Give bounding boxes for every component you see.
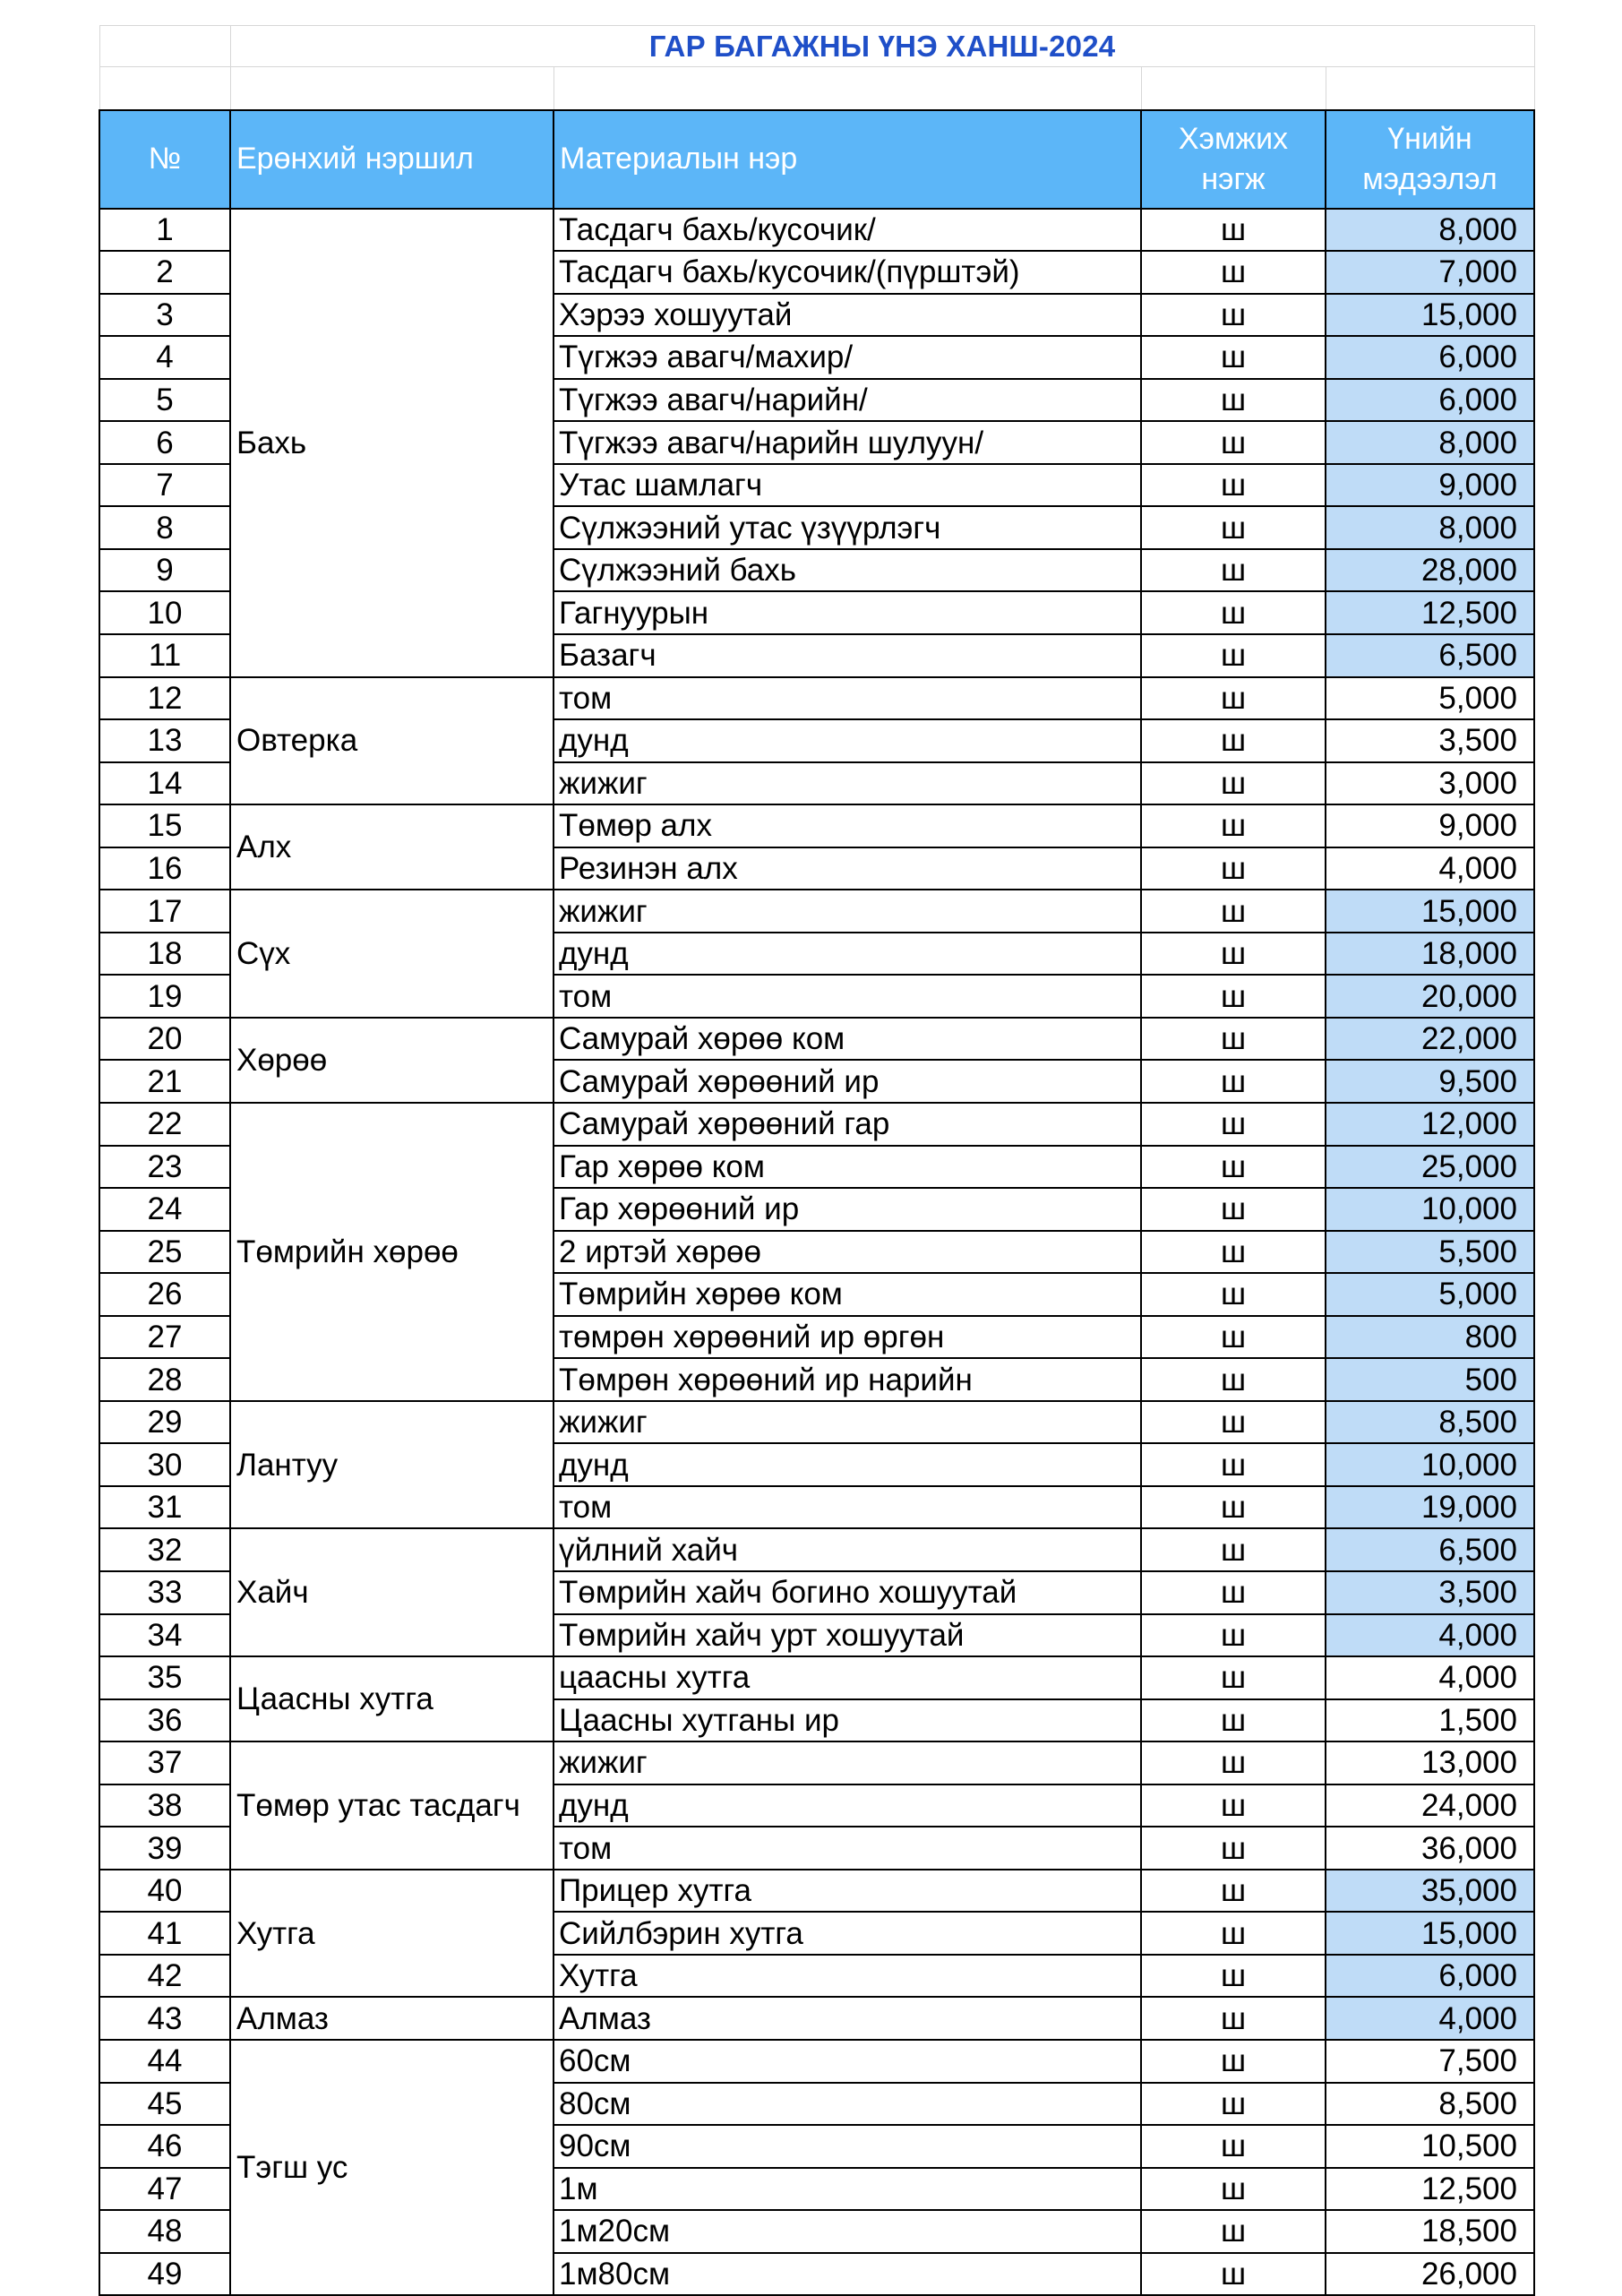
material-name: Самурай хөрөөний гар xyxy=(554,1103,1141,1146)
unit-cell: ш xyxy=(1141,1316,1326,1359)
unit-cell: ш xyxy=(1141,1699,1326,1742)
row-number: 28 xyxy=(99,1358,230,1401)
unit-cell: ш xyxy=(1141,1870,1326,1913)
row-number: 29 xyxy=(99,1401,230,1444)
material-name: 60см xyxy=(554,2040,1141,2083)
material-name: дунд xyxy=(554,719,1141,762)
row-number: 20 xyxy=(99,1018,230,1061)
row-number: 6 xyxy=(99,421,230,464)
price-cell: 13,000 xyxy=(1326,1741,1534,1784)
price-cell: 5,000 xyxy=(1326,677,1534,720)
price-cell: 15,000 xyxy=(1326,1912,1534,1955)
row-number: 8 xyxy=(99,506,230,549)
unit-cell: ш xyxy=(1141,2083,1326,2126)
category-cell: Лантуу xyxy=(230,1401,554,1529)
row-number: 39 xyxy=(99,1827,230,1870)
price-cell: 10,000 xyxy=(1326,1188,1534,1231)
material-name: Гагнуурын xyxy=(554,591,1141,634)
material-name: үйлний хайч xyxy=(554,1528,1141,1571)
header-row xyxy=(99,110,1534,209)
row-number: 23 xyxy=(99,1146,230,1189)
table-row xyxy=(99,1018,1534,1061)
price-cell: 10,500 xyxy=(1326,2125,1534,2168)
category-cell: Тэгш ус xyxy=(230,2040,554,2295)
category-cell: Сүх xyxy=(230,890,554,1018)
header-unit xyxy=(1141,110,1326,209)
table-row xyxy=(99,1741,1534,1784)
unit-cell: ш xyxy=(1141,1103,1326,1146)
row-number: 4 xyxy=(99,336,230,379)
category-cell: Цаасны хутга xyxy=(230,1656,554,1741)
material-name: Төмрийн хайч урт хошуутай xyxy=(554,1614,1141,1657)
unit-cell: ш xyxy=(1141,804,1326,847)
row-number: 30 xyxy=(99,1443,230,1486)
unit-cell: ш xyxy=(1141,890,1326,933)
price-cell: 7,000 xyxy=(1326,251,1534,294)
row-number: 10 xyxy=(99,591,230,634)
unit-cell: ш xyxy=(1141,209,1326,252)
unit-cell: ш xyxy=(1141,2125,1326,2168)
row-number: 31 xyxy=(99,1486,230,1529)
price-cell: 6,000 xyxy=(1326,379,1534,422)
material-name: Самурай хөрөөний ир xyxy=(554,1060,1141,1103)
material-name: Цаасны хутганы ир xyxy=(554,1699,1141,1742)
title-row xyxy=(99,26,1534,67)
unit-cell: ш xyxy=(1141,1273,1326,1316)
category-cell: Хөрөө xyxy=(230,1018,554,1103)
row-number: 11 xyxy=(99,634,230,677)
material-name: Хутга xyxy=(554,1955,1141,1998)
material-name: Түгжээ авагч/нарийн шулуун/ xyxy=(554,421,1141,464)
row-number: 1 xyxy=(99,209,230,252)
unit-cell: ш xyxy=(1141,634,1326,677)
unit-cell: ш xyxy=(1141,1784,1326,1827)
category-cell: Алмаз xyxy=(230,1997,554,2040)
material-name: төмрөн хөрөөний ир өргөн xyxy=(554,1316,1141,1359)
unit-cell: ш xyxy=(1141,1741,1326,1784)
material-name: Гар хөрөө ком xyxy=(554,1146,1141,1189)
unit-cell: ш xyxy=(1141,506,1326,549)
material-name: жижиг xyxy=(554,1401,1141,1444)
unit-cell: ш xyxy=(1141,1614,1326,1657)
unit-cell: ш xyxy=(1141,464,1326,507)
price-cell: 3,500 xyxy=(1326,719,1534,762)
price-cell: 28,000 xyxy=(1326,549,1534,592)
table-row xyxy=(99,1528,1534,1571)
category-cell: Бахь xyxy=(230,209,554,677)
price-cell: 8,500 xyxy=(1326,2083,1534,2126)
header-unit-line2: нэгж xyxy=(1201,161,1266,196)
category-cell: Овтерка xyxy=(230,677,554,805)
row-number: 47 xyxy=(99,2168,230,2211)
price-cell: 18,500 xyxy=(1326,2210,1534,2253)
row-number: 40 xyxy=(99,1870,230,1913)
table-row xyxy=(99,1997,1534,2040)
price-cell: 6,500 xyxy=(1326,634,1534,677)
price-cell: 9,500 xyxy=(1326,1060,1534,1103)
material-name: Төмрийн хайч богино хошуутай xyxy=(554,1571,1141,1614)
price-cell: 3,500 xyxy=(1326,1571,1534,1614)
table-row xyxy=(99,209,1534,252)
material-name: Тасдагч бахь/кусочик/(пүрштэй) xyxy=(554,251,1141,294)
price-cell: 3,000 xyxy=(1326,762,1534,805)
row-number: 45 xyxy=(99,2083,230,2126)
row-number: 37 xyxy=(99,1741,230,1784)
material-name: дунд xyxy=(554,933,1141,976)
row-number: 38 xyxy=(99,1784,230,1827)
row-number: 17 xyxy=(99,890,230,933)
price-cell: 24,000 xyxy=(1326,1784,1534,1827)
price-cell: 5,000 xyxy=(1326,1273,1534,1316)
price-table xyxy=(99,25,1535,2296)
material-name: 1м xyxy=(554,2168,1141,2211)
material-name: Прицер хутга xyxy=(554,1870,1141,1913)
unit-cell: ш xyxy=(1141,719,1326,762)
price-cell: 26,000 xyxy=(1326,2253,1534,2296)
price-cell: 6,000 xyxy=(1326,1955,1534,1998)
price-cell: 12,000 xyxy=(1326,1103,1534,1146)
material-name: 1м80см xyxy=(554,2253,1141,2296)
material-name: жижиг xyxy=(554,890,1141,933)
price-cell: 9,000 xyxy=(1326,804,1534,847)
row-number: 12 xyxy=(99,677,230,720)
row-number: 22 xyxy=(99,1103,230,1146)
price-cell: 5,500 xyxy=(1326,1231,1534,1274)
row-number: 44 xyxy=(99,2040,230,2083)
price-cell: 4,000 xyxy=(1326,1614,1534,1657)
price-cell: 8,000 xyxy=(1326,506,1534,549)
material-name: Базагч xyxy=(554,634,1141,677)
category-cell: Алх xyxy=(230,804,554,890)
price-cell: 10,000 xyxy=(1326,1443,1534,1486)
row-number: 46 xyxy=(99,2125,230,2168)
unit-cell: ш xyxy=(1141,1401,1326,1444)
price-cell: 20,000 xyxy=(1326,975,1534,1018)
price-cell: 15,000 xyxy=(1326,890,1534,933)
unit-cell: ш xyxy=(1141,1528,1326,1571)
row-number: 14 xyxy=(99,762,230,805)
row-number: 49 xyxy=(99,2253,230,2296)
material-name: Утас шамлагч xyxy=(554,464,1141,507)
material-name: Сүлжээний бахь xyxy=(554,549,1141,592)
price-cell: 4,000 xyxy=(1326,1997,1534,2040)
price-cell: 25,000 xyxy=(1326,1146,1534,1189)
price-cell: 500 xyxy=(1326,1358,1534,1401)
table-row xyxy=(99,1870,1534,1913)
price-cell: 4,000 xyxy=(1326,847,1534,890)
price-cell: 12,500 xyxy=(1326,2168,1534,2211)
price-cell: 800 xyxy=(1326,1316,1534,1359)
unit-cell: ш xyxy=(1141,1997,1326,2040)
unit-cell: ш xyxy=(1141,1827,1326,1870)
row-number: 32 xyxy=(99,1528,230,1571)
blank-cell xyxy=(1326,67,1534,110)
unit-cell: ш xyxy=(1141,421,1326,464)
price-cell: 18,000 xyxy=(1326,933,1534,976)
unit-cell: ш xyxy=(1141,1656,1326,1699)
unit-cell: ш xyxy=(1141,762,1326,805)
unit-cell: ш xyxy=(1141,1955,1326,1998)
unit-cell: ш xyxy=(1141,1443,1326,1486)
unit-cell: ш xyxy=(1141,933,1326,976)
material-name: Тасдагч бахь/кусочик/ xyxy=(554,209,1141,252)
material-name: том xyxy=(554,677,1141,720)
header-material: Материалын нэр xyxy=(554,110,1141,209)
unit-cell: ш xyxy=(1141,2168,1326,2211)
material-name: 80см xyxy=(554,2083,1141,2126)
header-price-line2: мэдээлэл xyxy=(1362,161,1498,196)
blank-cell xyxy=(99,67,230,110)
row-number: 35 xyxy=(99,1656,230,1699)
material-name: 1м20см xyxy=(554,2210,1141,2253)
material-name: Төмрийн хөрөө ком xyxy=(554,1273,1141,1316)
price-cell: 19,000 xyxy=(1326,1486,1534,1529)
unit-cell: ш xyxy=(1141,1188,1326,1231)
unit-cell: ш xyxy=(1141,1060,1326,1103)
header-no: № xyxy=(99,110,230,209)
price-cell: 35,000 xyxy=(1326,1870,1534,1913)
material-name: дунд xyxy=(554,1443,1141,1486)
material-name: Алмаз xyxy=(554,1997,1141,2040)
table-row xyxy=(99,1103,1534,1146)
unit-cell: ш xyxy=(1141,379,1326,422)
table-row xyxy=(99,2040,1534,2083)
material-name: Сүлжээний утас үзүүрлэгч xyxy=(554,506,1141,549)
row-number: 42 xyxy=(99,1955,230,1998)
title-blank-cell xyxy=(99,26,230,67)
category-cell: Төмөр утас тасдагч xyxy=(230,1741,554,1870)
unit-cell: ш xyxy=(1141,294,1326,337)
sheet-title: ГАР БАГАЖНЫ ҮНЭ ХАНШ-2024 xyxy=(230,26,1534,67)
row-number: 25 xyxy=(99,1231,230,1274)
material-name: дунд xyxy=(554,1784,1141,1827)
category-cell: Хайч xyxy=(230,1528,554,1656)
price-cell: 6,500 xyxy=(1326,1528,1534,1571)
price-cell: 8,500 xyxy=(1326,1401,1534,1444)
material-name: том xyxy=(554,975,1141,1018)
blank-cell xyxy=(230,67,554,110)
row-number: 5 xyxy=(99,379,230,422)
material-name: жижиг xyxy=(554,762,1141,805)
row-number: 16 xyxy=(99,847,230,890)
price-cell: 4,000 xyxy=(1326,1656,1534,1699)
unit-cell: ш xyxy=(1141,549,1326,592)
material-name: Түгжээ авагч/нарийн/ xyxy=(554,379,1141,422)
blank-cell xyxy=(1141,67,1326,110)
category-cell: Төмрийн хөрөө xyxy=(230,1103,554,1401)
row-number: 27 xyxy=(99,1316,230,1359)
price-cell: 12,500 xyxy=(1326,591,1534,634)
table-row xyxy=(99,677,1534,720)
unit-cell: ш xyxy=(1141,1231,1326,1274)
material-name: том xyxy=(554,1486,1141,1529)
material-name: 2 иртэй хөрөө xyxy=(554,1231,1141,1274)
unit-cell: ш xyxy=(1141,1146,1326,1189)
price-sheet xyxy=(99,25,1535,2296)
material-name: Резинэн алх xyxy=(554,847,1141,890)
material-name: жижиг xyxy=(554,1741,1141,1784)
material-name: Самурай хөрөө ком xyxy=(554,1018,1141,1061)
row-number: 2 xyxy=(99,251,230,294)
material-name: Хэрээ хошуутай xyxy=(554,294,1141,337)
material-name: Төмөр алх xyxy=(554,804,1141,847)
unit-cell: ш xyxy=(1141,2210,1326,2253)
price-cell: 22,000 xyxy=(1326,1018,1534,1061)
material-name: 90см xyxy=(554,2125,1141,2168)
price-cell: 36,000 xyxy=(1326,1827,1534,1870)
header-unit-line1: Хэмжих xyxy=(1178,122,1289,157)
unit-cell: ш xyxy=(1141,1018,1326,1061)
material-name: Гар хөрөөний ир xyxy=(554,1188,1141,1231)
row-number: 26 xyxy=(99,1273,230,1316)
row-number: 19 xyxy=(99,975,230,1018)
unit-cell: ш xyxy=(1141,1912,1326,1955)
price-cell: 7,500 xyxy=(1326,2040,1534,2083)
material-name: Түгжээ авагч/махир/ xyxy=(554,336,1141,379)
price-cell: 6,000 xyxy=(1326,336,1534,379)
row-number: 3 xyxy=(99,294,230,337)
row-number: 13 xyxy=(99,719,230,762)
price-cell: 8,000 xyxy=(1326,421,1534,464)
unit-cell: ш xyxy=(1141,1571,1326,1614)
table-row xyxy=(99,1401,1534,1444)
header-category: Ерөнхий нэршил xyxy=(230,110,554,209)
price-cell: 8,000 xyxy=(1326,209,1534,252)
row-number: 21 xyxy=(99,1060,230,1103)
unit-cell: ш xyxy=(1141,975,1326,1018)
row-number: 18 xyxy=(99,933,230,976)
category-cell: Хутга xyxy=(230,1870,554,1998)
unit-cell: ш xyxy=(1141,677,1326,720)
row-number: 48 xyxy=(99,2210,230,2253)
row-number: 43 xyxy=(99,1997,230,2040)
row-number: 33 xyxy=(99,1571,230,1614)
table-row xyxy=(99,890,1534,933)
unit-cell: ш xyxy=(1141,2253,1326,2296)
unit-cell: ш xyxy=(1141,847,1326,890)
unit-cell: ш xyxy=(1141,591,1326,634)
unit-cell: ш xyxy=(1141,336,1326,379)
material-name: том xyxy=(554,1827,1141,1870)
header-price-line1: Үнийн xyxy=(1387,122,1472,157)
table-row xyxy=(99,1656,1534,1699)
row-number: 34 xyxy=(99,1614,230,1657)
row-number: 7 xyxy=(99,464,230,507)
unit-cell: ш xyxy=(1141,1358,1326,1401)
row-number: 41 xyxy=(99,1912,230,1955)
blank-cell xyxy=(554,67,1141,110)
blank-row xyxy=(99,67,1534,110)
price-cell: 15,000 xyxy=(1326,294,1534,337)
material-name: Төмрөн хөрөөний ир нарийн xyxy=(554,1358,1141,1401)
header-price xyxy=(1326,110,1534,209)
price-cell: 1,500 xyxy=(1326,1699,1534,1742)
material-name: цаасны хутга xyxy=(554,1656,1141,1699)
unit-cell: ш xyxy=(1141,2040,1326,2083)
material-name: Сийлбэрин хутга xyxy=(554,1912,1141,1955)
row-number: 15 xyxy=(99,804,230,847)
row-number: 36 xyxy=(99,1699,230,1742)
table-row xyxy=(99,804,1534,847)
price-cell: 9,000 xyxy=(1326,464,1534,507)
row-number: 24 xyxy=(99,1188,230,1231)
row-number: 9 xyxy=(99,549,230,592)
unit-cell: ш xyxy=(1141,251,1326,294)
unit-cell: ш xyxy=(1141,1486,1326,1529)
